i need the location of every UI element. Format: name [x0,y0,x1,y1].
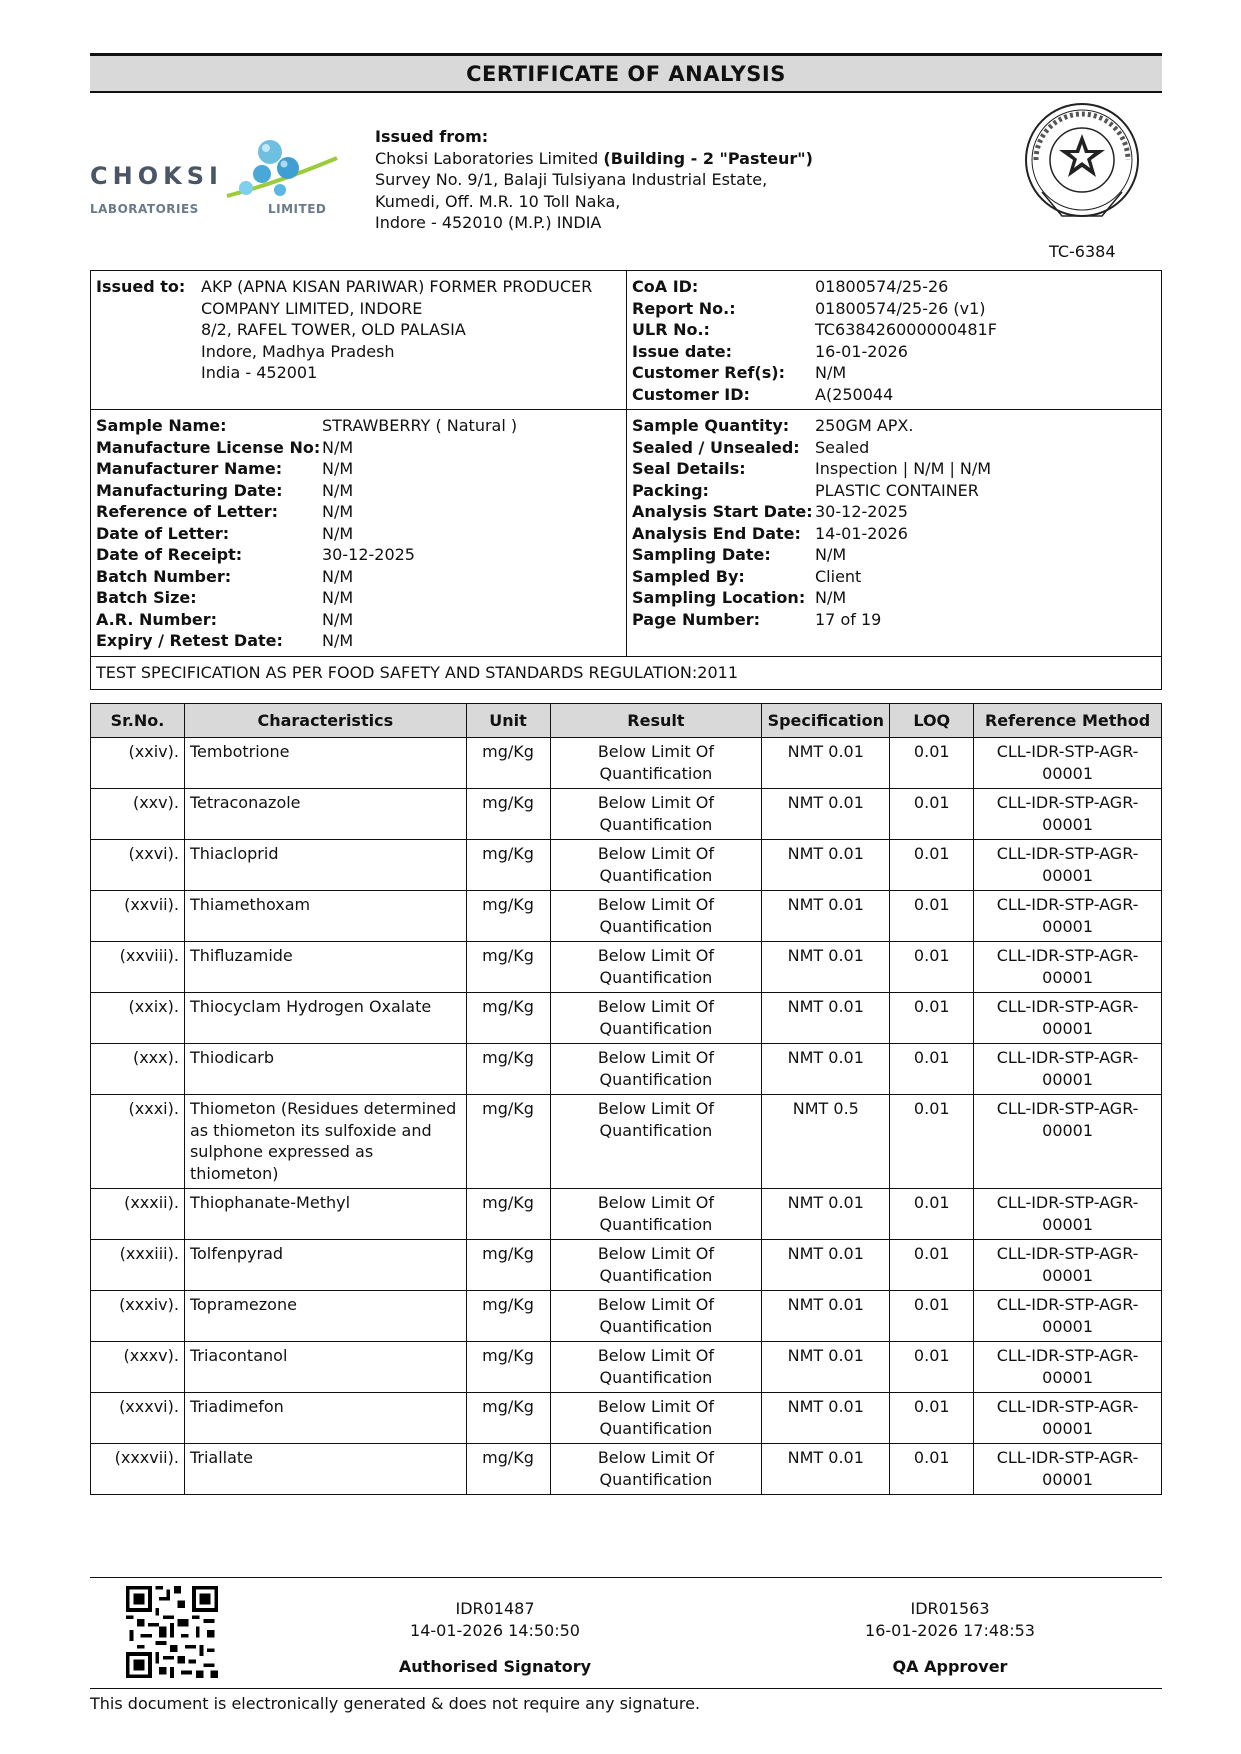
info-row [632,566,991,588]
cell-result: Below Limit Of Quantification [550,738,762,789]
cell-sr: (xxxiii). [91,1240,185,1291]
cell-unit: mg/Kg [466,1095,550,1189]
cell-method: CLL-IDR-STP-AGR-00001 [974,1393,1162,1444]
info-label: Reference of Letter: [96,502,279,521]
cell-sr: (xxvi). [91,840,185,891]
table-row [91,738,1162,789]
column-header: Characteristics [184,704,466,738]
info-label: Manufacture License No: [96,437,321,457]
cell-ch: Triadimefon [184,1393,466,1444]
info-row [632,609,991,631]
cell-result: Below Limit Of Quantification [550,1095,762,1189]
report-info [632,276,997,405]
table-row [91,942,1162,993]
info-row [96,415,517,437]
info-row [632,298,997,320]
column-header: LOQ [890,704,974,738]
info-row [96,630,517,652]
info-label: Expiry / Retest Date: [96,631,283,650]
cell-loq: 0.01 [890,1393,974,1444]
cell-result: Below Limit Of Quantification [550,891,762,942]
info-row [96,609,517,631]
cell-ch: Thiometon (Residues determined as thiometon its sulfoxide and sulphone expressed as thiometon) [184,1095,466,1189]
cell-unit: mg/Kg [466,942,550,993]
cell-result: Below Limit Of Quantification [550,942,762,993]
cell-spec: NMT 0.01 [762,1444,890,1495]
table-row [91,891,1162,942]
info-value: 30-12-2025 [815,502,908,521]
test-specification-box [90,656,1162,690]
table-row [91,1189,1162,1240]
table-row [91,993,1162,1044]
cell-unit: mg/Kg [466,1393,550,1444]
table-row [91,1095,1162,1189]
cell-loq: 0.01 [890,1189,974,1240]
info-label: Packing: [632,480,709,500]
cell-sr: (xxxvi). [91,1393,185,1444]
info-label: Page Number: [632,609,761,629]
cell-unit: mg/Kg [466,1240,550,1291]
info-row [96,566,517,588]
cell-result: Below Limit Of Quantification [550,1189,762,1240]
info-row [632,587,991,609]
cell-loq: 0.01 [890,840,974,891]
info-label: ULR No.: [632,320,710,339]
info-value: 01800574/25-26 (v1) [815,298,986,318]
cell-sr: (xxxiv). [91,1291,185,1342]
info-label: Customer Ref(s): [632,363,785,382]
address-line: AKP (APNA KISAN PARIWAR) FORMER PRODUCER [201,277,593,296]
cell-ch: Thiacloprid [184,840,466,891]
cell-sr: (xxxii). [91,1189,185,1240]
info-row [632,341,997,363]
info-row [96,501,517,523]
cell-method: CLL-IDR-STP-AGR-00001 [974,840,1162,891]
info-row [632,362,997,384]
cell-method: CLL-IDR-STP-AGR-00001 [974,891,1162,942]
info-label: CoA ID: [632,277,699,296]
info-label: Analysis End Date: [632,523,801,543]
address-line: Indore, Madhya Pradesh [201,341,395,361]
table-row [91,1291,1162,1342]
cell-result: Below Limit Of Quantification [550,1240,762,1291]
cell-method: CLL-IDR-STP-AGR-00001 [974,738,1162,789]
info-label: Report No.: [632,298,736,318]
cell-unit: mg/Kg [466,891,550,942]
info-label: Manufacturing Date: [96,480,283,500]
info-value: N/M [322,609,354,629]
info-value: Inspection | N/M | N/M [815,459,992,478]
cell-method: CLL-IDR-STP-AGR-00001 [974,1044,1162,1095]
info-label: Date of Letter: [96,523,230,543]
info-label: Batch Size: [96,588,197,607]
cell-loq: 0.01 [890,1342,974,1393]
cell-result: Below Limit Of Quantification [550,1291,762,1342]
cell-result: Below Limit Of Quantification [550,1393,762,1444]
info-label: Sample Name: [96,416,227,435]
cell-spec: NMT 0.01 [762,942,890,993]
info-value: N/M [322,631,354,650]
cell-loq: 0.01 [890,789,974,840]
cell-unit: mg/Kg [466,1342,550,1393]
address-line: 8/2, RAFEL TOWER, OLD PALASIA [201,320,466,339]
cell-sr: (xxxv). [91,1342,185,1393]
info-label: Sample Quantity: [632,416,790,435]
cell-sr: (xxxi). [91,1095,185,1189]
info-row [96,587,517,609]
cell-ch: Triacontanol [184,1342,466,1393]
cell-result: Below Limit Of Quantification [550,1044,762,1095]
info-row [632,544,991,566]
cell-unit: mg/Kg [466,1044,550,1095]
cell-sr: (xxxvii). [91,1444,185,1495]
cell-ch: Thiodicarb [184,1044,466,1095]
cell-spec: NMT 0.01 [762,993,890,1044]
cell-loq: 0.01 [890,1444,974,1495]
column-header: Result [550,704,762,738]
cell-unit: mg/Kg [466,789,550,840]
cell-unit: mg/Kg [466,993,550,1044]
issued-to-section: Issued to: AKP (APNA KISAN PARIWAR) FORMER PRODUCER COMPANY LIMITED, INDORE 8/2, RAFEL TOWER, OLD PALASIA Indore, Madhya Pradesh India - 452001 CoA ID: 01800574/25-26 Report No.: 01800574/25-26 (v1) ULR No.: TC638426000000481F Issue date: 16-01-2026 Customer Ref(s): N/M Customer ID: A(250044 [90,270,1162,410]
address-line: India - 452001 [201,363,318,382]
info-value: N/M [322,523,354,543]
info-value: N/M [322,502,354,521]
results-table [90,703,1162,1495]
cell-method: CLL-IDR-STP-AGR-00001 [974,1095,1162,1189]
issued-from-block: Issued from: Choksi Laboratories Limited (Building - 2 "Pasteur") Survey No. 9/1, Balaji Tulsiyana Industrial Estate, Kumedi, Off. M.R. 10 Toll Naka, Indore - 452010 (M.P.) INDIA [375,127,813,232]
cell-method: CLL-IDR-STP-AGR-00001 [974,1444,1162,1495]
info-value: N/M [815,588,847,607]
info-row [632,384,997,406]
info-label: Manufacturer Name: [96,459,283,478]
cell-spec: NMT 0.5 [762,1095,890,1189]
cell-result: Below Limit Of Quantification [550,840,762,891]
info-value: N/M [322,437,354,457]
info-value: N/M [815,545,847,564]
info-label: Sampling Location: [632,588,806,607]
info-label: Sampling Date: [632,545,771,564]
cell-result: Below Limit Of Quantification [550,1342,762,1393]
cell-unit: mg/Kg [466,738,550,789]
info-row [632,501,991,523]
info-label: Seal Details: [632,459,746,478]
table-row [91,789,1162,840]
cell-loq: 0.01 [890,891,974,942]
table-row [91,1342,1162,1393]
cell-method: CLL-IDR-STP-AGR-00001 [974,1240,1162,1291]
cell-spec: NMT 0.01 [762,738,890,789]
info-row [632,415,991,437]
info-label: Date of Receipt: [96,545,243,564]
info-row [632,458,991,480]
info-row [632,437,991,459]
cell-ch: Tolfenpyrad [184,1240,466,1291]
info-label: Issue date: [632,341,732,361]
cell-result: Below Limit Of Quantification [550,1444,762,1495]
info-row [96,523,517,545]
column-header: Reference Method [974,704,1162,738]
info-value: 17 of 19 [815,609,882,629]
cell-unit: mg/Kg [466,1444,550,1495]
info-row [96,437,517,459]
cell-ch: Thiophanate-Methyl [184,1189,466,1240]
info-row [632,523,991,545]
cell-ch: Thiocyclam Hydrogen Oxalate [184,993,466,1044]
cell-unit: mg/Kg [466,1291,550,1342]
table-header-row [91,704,1162,738]
accreditation-seal-icon [1022,100,1142,220]
cell-ch: Triallate [184,1444,466,1495]
info-value: 16-01-2026 [815,341,908,361]
sample-details-section [90,409,1162,657]
info-label: Sampled By: [632,566,745,586]
cell-ch: Thifluzamide [184,942,466,993]
info-label: Batch Number: [96,566,232,586]
cell-ch: Thiamethoxam [184,891,466,942]
qr-code-icon [126,1586,218,1678]
cell-method: CLL-IDR-STP-AGR-00001 [974,942,1162,993]
cell-spec: NMT 0.01 [762,840,890,891]
qa-approver: IDR01563 16-01-2026 17:48:53 QA Approver [865,1599,1035,1676]
cell-ch: Topramezone [184,1291,466,1342]
info-value: N/M [815,363,847,382]
cell-spec: NMT 0.01 [762,1240,890,1291]
cell-loq: 0.01 [890,993,974,1044]
cell-loq: 0.01 [890,942,974,993]
cell-result: Below Limit Of Quantification [550,993,762,1044]
sample-details-left [96,415,517,652]
cell-spec: NMT 0.01 [762,1393,890,1444]
column-header: Unit [466,704,550,738]
cell-spec: NMT 0.01 [762,891,890,942]
cell-sr: (xxiv). [91,738,185,789]
info-value: N/M [322,566,354,586]
cell-sr: (xxv). [91,789,185,840]
cell-loq: 0.01 [890,1240,974,1291]
info-row [96,458,517,480]
table-row [91,1444,1162,1495]
cell-method: CLL-IDR-STP-AGR-00001 [974,1189,1162,1240]
cell-result: Below Limit Of Quantification [550,789,762,840]
info-value: A(250044 [815,384,894,404]
column-header: Specification [762,704,890,738]
info-row [632,276,997,298]
info-label: Customer ID: [632,384,750,404]
info-value: Sealed [815,437,870,457]
sample-details-right [632,415,991,630]
cell-spec: NMT 0.01 [762,789,890,840]
cell-spec: NMT 0.01 [762,1189,890,1240]
address-line: COMPANY LIMITED, INDORE [201,298,423,318]
cell-sr: (xxvii). [91,891,185,942]
cell-spec: NMT 0.01 [762,1342,890,1393]
choksi-logo: CHOKSI LABORATORIES LIMITED [90,138,350,224]
cell-sr: (xxviii). [91,942,185,993]
info-value: 30-12-2025 [322,545,415,564]
info-row [96,480,517,502]
info-value: PLASTIC CONTAINER [815,480,979,500]
accreditation-number: TC-6384 [1049,242,1116,261]
info-value: TC638426000000481F [815,320,997,339]
info-value: N/M [322,459,354,478]
table-row [91,840,1162,891]
column-header: Sr.No. [91,704,185,738]
cell-method: CLL-IDR-STP-AGR-00001 [974,993,1162,1044]
cell-loq: 0.01 [890,1291,974,1342]
info-label: Sealed / Unsealed: [632,437,800,457]
info-value: Client [815,566,862,586]
cell-sr: (xxix). [91,993,185,1044]
cell-ch: Tembotrione [184,738,466,789]
info-value: 14-01-2026 [815,523,908,543]
document-title: CERTIFICATE OF ANALYSIS [90,53,1162,93]
info-value: 01800574/25-26 [815,277,949,296]
info-value: N/M [322,588,354,607]
cell-unit: mg/Kg [466,1189,550,1240]
info-row [632,319,997,341]
info-value: STRAWBERRY ( Natural ) [322,416,518,435]
authorised-signatory: IDR01487 14-01-2026 14:50:50 Authorised Signatory [398,1599,592,1676]
cell-unit: mg/Kg [466,840,550,891]
table-row [91,1044,1162,1095]
info-value: 250GM APX. [815,416,914,435]
info-label: Analysis Start Date: [632,502,813,521]
disclaimer: This document is electronically generated & does not require any signature. [90,1694,701,1713]
test-specification: TEST SPECIFICATION AS PER FOOD SAFETY AND STANDARDS REGULATION:2011 [96,663,738,682]
cell-loq: 0.01 [890,1095,974,1189]
cell-spec: NMT 0.01 [762,1291,890,1342]
table-row [91,1240,1162,1291]
info-row [96,544,517,566]
info-label: A.R. Number: [96,609,218,629]
cell-method: CLL-IDR-STP-AGR-00001 [974,1342,1162,1393]
table-row [91,1393,1162,1444]
cell-loq: 0.01 [890,1044,974,1095]
cell-method: CLL-IDR-STP-AGR-00001 [974,1291,1162,1342]
cell-spec: NMT 0.01 [762,1044,890,1095]
cell-loq: 0.01 [890,738,974,789]
logo-bubbles-icon [222,138,342,208]
cell-method: CLL-IDR-STP-AGR-00001 [974,789,1162,840]
cell-ch: Tetraconazole [184,789,466,840]
issued-to-address [201,276,592,384]
info-row [632,480,991,502]
info-value: N/M [322,480,354,500]
cell-sr: (xxx). [91,1044,185,1095]
